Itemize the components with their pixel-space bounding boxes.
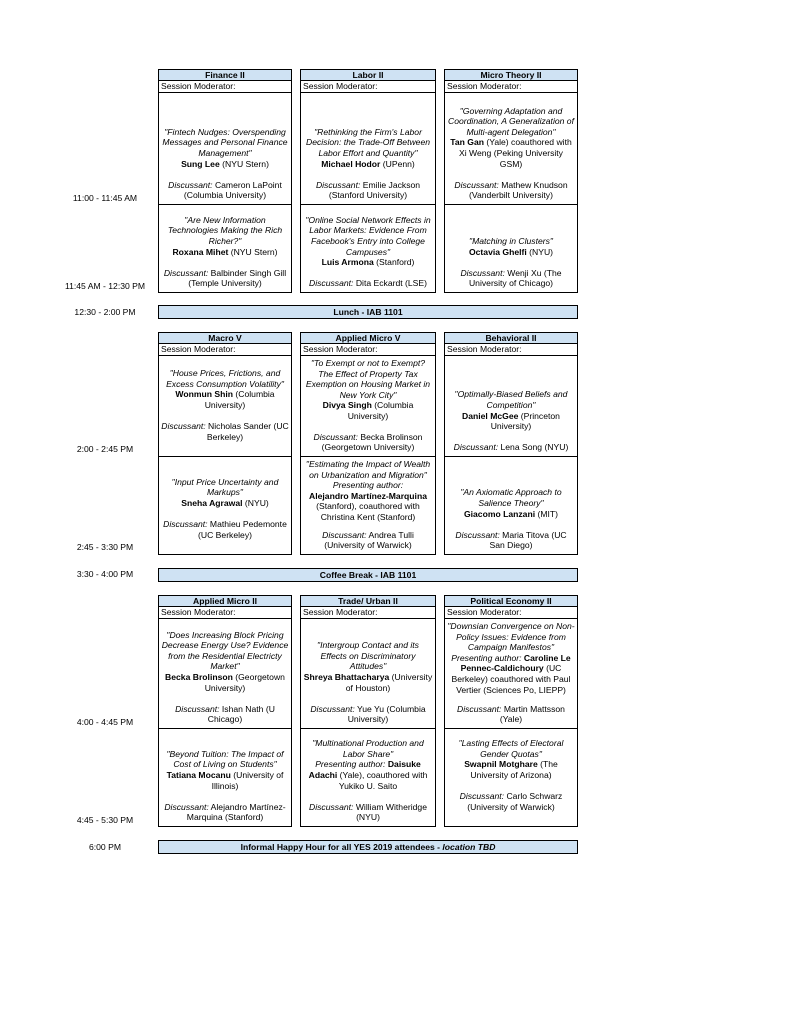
author-name: Octavia Ghelfi <box>468 246 527 257</box>
happy-hour-location: location TBD <box>442 842 496 852</box>
author-affiliation: (Georgetown University) <box>204 672 285 693</box>
paper-title: "Multinational Production and Labor Share" <box>312 738 424 759</box>
discussant-name: William Witheridge (NYU) <box>353 801 427 823</box>
author-affiliation: (Columbia University) <box>347 400 414 421</box>
paper-title: "Are New Information Technologies Making the Rich Richer?" <box>167 214 283 247</box>
presenting-label: Presenting author: <box>332 480 404 491</box>
author-affiliation: (Princeton University) <box>490 410 560 432</box>
paper-title: "Optimally-Biased Beliefs and Competition" <box>454 389 568 411</box>
session-moderator: Session Moderator: <box>300 81 436 93</box>
author-affiliation: (The University of Arizona) <box>470 759 558 781</box>
time-label: 2:00 - 2:45 PM <box>76 444 134 454</box>
author-name: Michael Hodor <box>321 158 381 169</box>
discussant-label: Discussant: <box>313 431 358 442</box>
author-name: Becka Brolinson <box>165 672 233 683</box>
author-affiliation: (MIT) <box>535 508 559 519</box>
author-name: Daniel McGee <box>462 410 519 421</box>
author-name: Caroline Le Pennec-Caldichoury <box>460 652 571 674</box>
author-name: Wonmun Shin <box>175 389 234 400</box>
author-affiliation: (Stanford) <box>373 257 415 268</box>
session-moderator: Session Moderator: <box>158 607 292 619</box>
lunch-bar: Lunch - IAB 1101 <box>158 305 578 319</box>
author-name: Divya Singh <box>322 400 372 411</box>
author-name: Swapnil Motghare <box>464 759 538 770</box>
session-header: Applied Micro II <box>158 595 292 607</box>
time-label: 3:30 - 4:00 PM <box>76 569 134 579</box>
author-name: Alejandro Martínez-Marquina <box>309 490 427 501</box>
paper-title: "Lasting Effects of Electoral Gender Quotas" <box>458 738 564 759</box>
discussant-label: Discussant: <box>309 801 354 812</box>
paper-cell <box>444 93 578 205</box>
discussant-name: Emilie Jackson (Stanford University) <box>328 179 421 201</box>
author-affiliation: (NYU) <box>526 246 554 257</box>
session-moderator: Session Moderator: <box>300 344 436 356</box>
author-affiliation: (University of Illinois) <box>211 770 284 791</box>
paper-cell <box>158 729 292 827</box>
author-affiliation: (Columbia University) <box>204 389 275 411</box>
time-label: 4:00 - 4:45 PM <box>76 717 134 727</box>
paper-title: "Intergroup Contact and its Effects on Discriminatory Attitudes" <box>317 640 419 672</box>
discussant-name: Wenji Xu (The University of Chicago) <box>468 267 562 289</box>
discussant-label: Discussant: <box>175 703 220 714</box>
paper-title: "Beyond Tuition: The Impact of Cost of Living on Students" <box>166 748 284 770</box>
paper-cell <box>158 457 292 555</box>
discussant-label: Discussant: <box>460 267 505 278</box>
paper-cell <box>158 205 292 293</box>
time-label: 6:00 PM <box>88 842 121 852</box>
paper-cell <box>300 93 436 205</box>
discussant-label: Discussant: <box>457 703 502 714</box>
discussant-label: Discussant: <box>168 179 213 190</box>
discussant-name: Balbinder Singh Gill (Temple University) <box>188 267 287 289</box>
author-name: Tatiana Mocanu <box>166 770 231 781</box>
discussant-label: Discussant: <box>315 179 361 190</box>
time-label: 11:45 AM - 12:30 PM <box>64 281 146 291</box>
time-label: 4:45 - 5:30 PM <box>76 815 134 825</box>
happy-hour-bar <box>158 840 578 854</box>
paper-cell <box>158 356 292 457</box>
session-header: Behavioral II <box>444 332 578 344</box>
author-name: Giacomo Lanzani <box>463 508 536 519</box>
paper-cell <box>300 457 436 555</box>
happy-hour-text: Informal Happy Hour for all YES 2019 attendees - <box>240 842 443 852</box>
coffee-break-bar: Coffee Break - IAB 1101 <box>158 568 578 582</box>
session-header: Micro Theory II <box>444 69 578 81</box>
discussant-name: Mathieu Pedemonte (UC Berkeley) <box>198 519 287 540</box>
author-name: Tan Gan <box>450 137 484 148</box>
author-affiliation: (University of Houston) <box>345 672 433 693</box>
paper-title: "Governing Adaptation and Coordination, A Generalization of Multi-agent Delegation" <box>448 105 574 137</box>
discussant-label: Discussant: <box>322 529 367 540</box>
session-moderator: Session Moderator: <box>444 607 578 619</box>
session-header: Political Economy II <box>444 595 578 607</box>
discussant-name: Yue Yu (Columbia University) <box>347 703 426 725</box>
paper-cell <box>444 356 578 457</box>
paper-cell <box>158 93 292 205</box>
time-label: 2:45 - 3:30 PM <box>76 542 134 552</box>
session-header: Trade/ Urban II <box>300 595 436 607</box>
discussant-name: Nicholas Sander (UC Berkeley) <box>205 421 289 442</box>
discussant-name: Ishan Nath (U Chicago) <box>207 703 275 725</box>
paper-title: "Fintech Nudges: Overspending Messages and Personal Finance Management" <box>162 126 288 159</box>
discussant-label: Discussant: <box>163 519 208 530</box>
paper-title: "Matching in Clusters" <box>469 236 553 247</box>
paper-title: "An Axiomatic Approach to Salience Theory" <box>460 487 562 509</box>
author-affiliation: (UPenn) <box>380 158 415 169</box>
paper-cell <box>300 729 436 827</box>
author-affiliation: (Yale), coauthored with Yukiko U. Saito <box>337 770 428 791</box>
paper-cell <box>444 619 578 729</box>
presenting-label: Presenting author: <box>315 759 388 770</box>
paper-cell <box>444 729 578 827</box>
author-affiliation: (Stanford), coauthored with Christina Kent (Stanford) <box>316 501 420 522</box>
discussant-label: Discussant: <box>459 791 505 802</box>
discussant-name: Dita Eckardt (LSE) <box>353 278 427 289</box>
discussant-label: Discussant: <box>309 278 354 289</box>
paper-title: "Downsian Convergence on Non-Policy Issues: Evidence from Campaign Manifestos" <box>447 621 575 653</box>
discussant-name: Mathew Knudson (Vanderbilt University) <box>469 179 568 201</box>
paper-title: "Rethinking the Firm's Labor Decision: the Trade-Off Between Labor Effort and Quantity" <box>305 126 431 159</box>
session-header: Applied Micro V <box>300 332 436 344</box>
discussant-label: Discussant: <box>455 529 500 540</box>
author-name: Sung Lee <box>181 158 220 169</box>
paper-title: "Online Social Network Effects in Labor Markets: Evidence From Facebook's Entry into College Campuses" <box>305 214 431 257</box>
discussant-label: Discussant: <box>453 442 499 453</box>
author-affiliation: (NYU Stern) <box>228 246 278 257</box>
time-label: 11:00 - 11:45 AM <box>72 193 138 203</box>
presenting-label: Presenting author: <box>451 652 524 663</box>
discussant-label: Discussant: <box>163 267 209 278</box>
paper-cell <box>300 619 436 729</box>
paper-cell <box>444 205 578 293</box>
paper-title: "Does Increasing Block Pricing Decrease Energy Use? Evidence from the Residential Electricty Market" <box>161 629 289 672</box>
time-label: 12:30 - 2:00 PM <box>74 307 136 317</box>
author-affiliation: (NYU Stern) <box>219 158 269 169</box>
discussant-name: Lena Song (NYU) <box>498 442 569 453</box>
paper-title: "To Exempt or not to Exempt? The Effect of Property Tax Exemption on Housing Market in New York City" <box>305 358 431 400</box>
session-moderator: Session Moderator: <box>444 344 578 356</box>
session-header: Macro V <box>158 332 292 344</box>
author-name: Sneha Agrawal <box>181 498 243 509</box>
session-header: Finance II <box>158 69 292 81</box>
discussant-name: Martin Mattsson (Yale) <box>499 703 565 725</box>
discussant-name: Carlo Schwarz (University of Warwick) <box>467 791 563 812</box>
discussant-name: Becka Brolinson (Georgetown University) <box>321 431 423 453</box>
paper-title: "Estimating the Impact of Wealth on Urbanization and Migration" <box>305 459 431 480</box>
author-name: Roxana Mihet <box>172 246 229 257</box>
session-moderator: Session Moderator: <box>158 344 292 356</box>
author-name: Shreya Bhattacharya <box>303 672 390 683</box>
session-moderator: Session Moderator: <box>300 607 436 619</box>
discussant-name: Alejandro Martínez-Marquina (Stanford) <box>186 801 286 823</box>
author-affiliation: (UC Berkeley) coauthored with Paul Vertier (Sciences Po, LIEPP) <box>451 663 571 695</box>
discussant-name: Maria Titova (UC San Diego) <box>489 529 567 551</box>
paper-cell <box>158 619 292 729</box>
session-header: Labor II <box>300 69 436 81</box>
session-moderator: Session Moderator: <box>444 81 578 93</box>
session-moderator: Session Moderator: <box>158 81 292 93</box>
discussant-label: Discussant: <box>164 801 209 812</box>
paper-cell <box>300 205 436 293</box>
author-affiliation: (NYU) <box>242 498 269 509</box>
author-name: Daisuke Adachi <box>308 759 421 781</box>
author-affiliation: (Yale) coauthored with Xi Weng (Peking University GSM) <box>459 137 572 169</box>
discussant-name: Cameron LaPoint (Columbia University) <box>183 179 282 201</box>
discussant-label: Discussant: <box>310 703 355 714</box>
paper-cell <box>444 457 578 555</box>
paper-title: "House Prices, Frictions, and Excess Consumption Volatility" <box>166 368 284 389</box>
discussant-label: Discussant: <box>454 179 499 190</box>
discussant-label: Discussant: <box>161 421 206 432</box>
discussant-name: Andrea Tulli (University of Warwick) <box>324 529 414 551</box>
paper-title: "Input Price Uncertainty and Markups" <box>171 476 279 498</box>
paper-cell <box>300 356 436 457</box>
author-name: Luis Armona <box>321 257 374 268</box>
